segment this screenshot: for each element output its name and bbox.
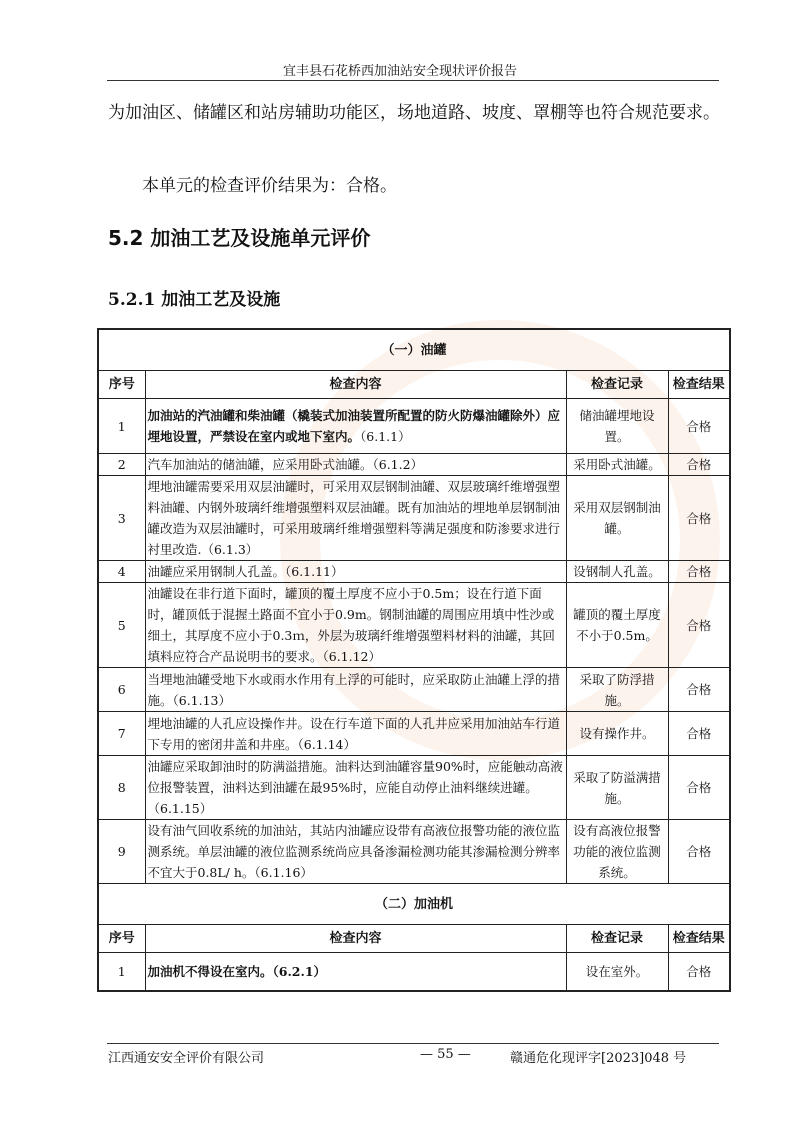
row-content: 汽车加油站的储油罐，应采用卧式油罐。（6.1.2） xyxy=(145,454,566,476)
row-result: 合格 xyxy=(668,712,730,756)
col-header-result: 检查结果 xyxy=(668,371,730,399)
intro-paragraph: 为加油区、储罐区和站房辅助功能区，场地道路、坡度、罩棚等也符合规范要求。 xyxy=(108,103,720,123)
header-divider xyxy=(107,80,719,81)
row-no: 8 xyxy=(98,756,145,820)
row-record: 采取了防溢满措施。 xyxy=(566,756,668,820)
table-row xyxy=(98,820,730,884)
col-header-result: 检查结果 xyxy=(668,925,730,953)
col-header-record: 检查记录 xyxy=(566,371,668,399)
col-header-content: 检查内容 xyxy=(145,925,566,953)
row-result: 合格 xyxy=(668,454,730,476)
table-row xyxy=(98,668,730,712)
row-record: 设在室外。 xyxy=(566,953,668,991)
row-content: 设有油气回收系统的加油站，其站内油罐应设带有高液位报警功能的液位监测系统。单层油罐的液位监测系统尚应具备渗漏检测功能其渗漏检测分辨率不宜大于0.8L/ h。（6.1.16） xyxy=(145,820,566,884)
row-content: 油罐应采取卸油时的防满溢措施。油料达到油罐容量90%时，应能触动高液位报警装置，油料达到油罐在最95%时，应能自动停止油料继续进罐。（6.1.15） xyxy=(145,756,566,820)
row-content: 油罐应采用钢制人孔盖。（6.1.11） xyxy=(145,561,566,583)
evaluation-table xyxy=(97,328,731,992)
row-no: 1 xyxy=(98,953,145,991)
table-header-row xyxy=(98,371,730,399)
page-header: 宜丰县石花桥西加油站安全现状评价报告 xyxy=(282,64,517,79)
row-content: 当埋地油罐受地下水或雨水作用有上浮的可能时，应采取防止油罐上浮的措施。（6.1.13） xyxy=(145,668,566,712)
row-content xyxy=(145,399,566,454)
row-content: 加油机不得设在室内。（6.2.1） xyxy=(145,953,566,991)
row-no: 4 xyxy=(98,561,145,583)
row-content-ref: （6.1.1） xyxy=(360,429,411,444)
table-section-header xyxy=(98,329,730,371)
row-record: 采用卧式油罐。 xyxy=(566,454,668,476)
document-number: 赣通危化现评字[2023]048 号 xyxy=(510,1051,687,1066)
row-no: 2 xyxy=(98,454,145,476)
row-content: 油罐设在非行道下面时，罐顶的覆土厚度不应小于0.5m；设在行道下面时，罐顶低于混握土路面不宜小于0.9m。钢制油罐的周围应用填中性沙或细土，其厚度不应小于0.3ｍ，外层为玻璃纤维增强塑料材料的油罐，其回填料应符合产品说明书的要求。（6.1.12） xyxy=(145,583,566,668)
row-no: 7 xyxy=(98,712,145,756)
row-record: 采取了防浮措施。 xyxy=(566,668,668,712)
row-result: 合格 xyxy=(668,820,730,884)
section-title: （一）油罐 xyxy=(98,329,730,371)
row-content: 埋地油罐需要采用双层油罐时，可采用双层钢制油罐、双层玻璃纤维增强塑料油罐、内钢外玻璃纤维增强塑料双层油罐。既有加油站的埋地单层钢制油罐改造为双层油罐时，可采用玻璃纤维增强塑料等满足强度和防渗要求进行衬里改造.（6.1.3） xyxy=(145,476,566,561)
row-no: 3 xyxy=(98,476,145,561)
row-content: 埋地油罐的人孔应设操作井。设在行车道下面的人孔井应采用加油站车行道下专用的密闭井盖和井座。（6.1.14） xyxy=(145,712,566,756)
row-record: 设有操作井。 xyxy=(566,712,668,756)
table-row xyxy=(98,399,730,454)
row-result: 合格 xyxy=(668,953,730,991)
section-heading: 5.2 加油工艺及设施单元评价 xyxy=(108,226,371,250)
row-result: 合格 xyxy=(668,756,730,820)
row-result: 合格 xyxy=(668,583,730,668)
col-header-no: 序号 xyxy=(98,371,145,399)
row-record: 罐顶的覆土厚度不小于0.5m。 xyxy=(566,583,668,668)
footer-divider xyxy=(107,1043,719,1044)
row-content-text: 加油站的汽油罐和柴油罐（橇装式加油装置所配置的防火防爆油罐除外）应埋地设置，严禁设在室内或地下室内。 xyxy=(147,408,561,444)
col-header-content: 检查内容 xyxy=(145,371,566,399)
row-no: 5 xyxy=(98,583,145,668)
col-header-record: 检查记录 xyxy=(566,925,668,953)
table-row xyxy=(98,476,730,561)
section-title: （二）加油机 xyxy=(98,884,730,925)
table-row xyxy=(98,756,730,820)
row-record: 储油罐埋地设置。 xyxy=(566,399,668,454)
table-row xyxy=(98,454,730,476)
table-row xyxy=(98,712,730,756)
page-number: — 55 — xyxy=(420,1047,471,1062)
conclusion-paragraph: 本单元的检查评价结果为：合格。 xyxy=(142,176,397,196)
table-row xyxy=(98,561,730,583)
row-result: 合格 xyxy=(668,476,730,561)
row-no: 9 xyxy=(98,820,145,884)
row-record: 设钢制人孔盖。 xyxy=(566,561,668,583)
table-row xyxy=(98,583,730,668)
subsection-heading: 5.2.1 加油工艺及设施 xyxy=(108,290,281,310)
row-result: 合格 xyxy=(668,668,730,712)
table-row xyxy=(98,953,730,991)
table-header-row xyxy=(98,925,730,953)
col-header-no: 序号 xyxy=(98,925,145,953)
row-no: 6 xyxy=(98,668,145,712)
row-result: 合格 xyxy=(668,561,730,583)
table-section-header xyxy=(98,884,730,925)
row-no: 1 xyxy=(98,399,145,454)
footer-company: 江西通安安全评价有限公司 xyxy=(108,1051,265,1066)
row-record: 设有高液位报警功能的液位监测系统。 xyxy=(566,820,668,884)
row-result: 合格 xyxy=(668,399,730,454)
row-record: 采用双层钢制油罐。 xyxy=(566,476,668,561)
